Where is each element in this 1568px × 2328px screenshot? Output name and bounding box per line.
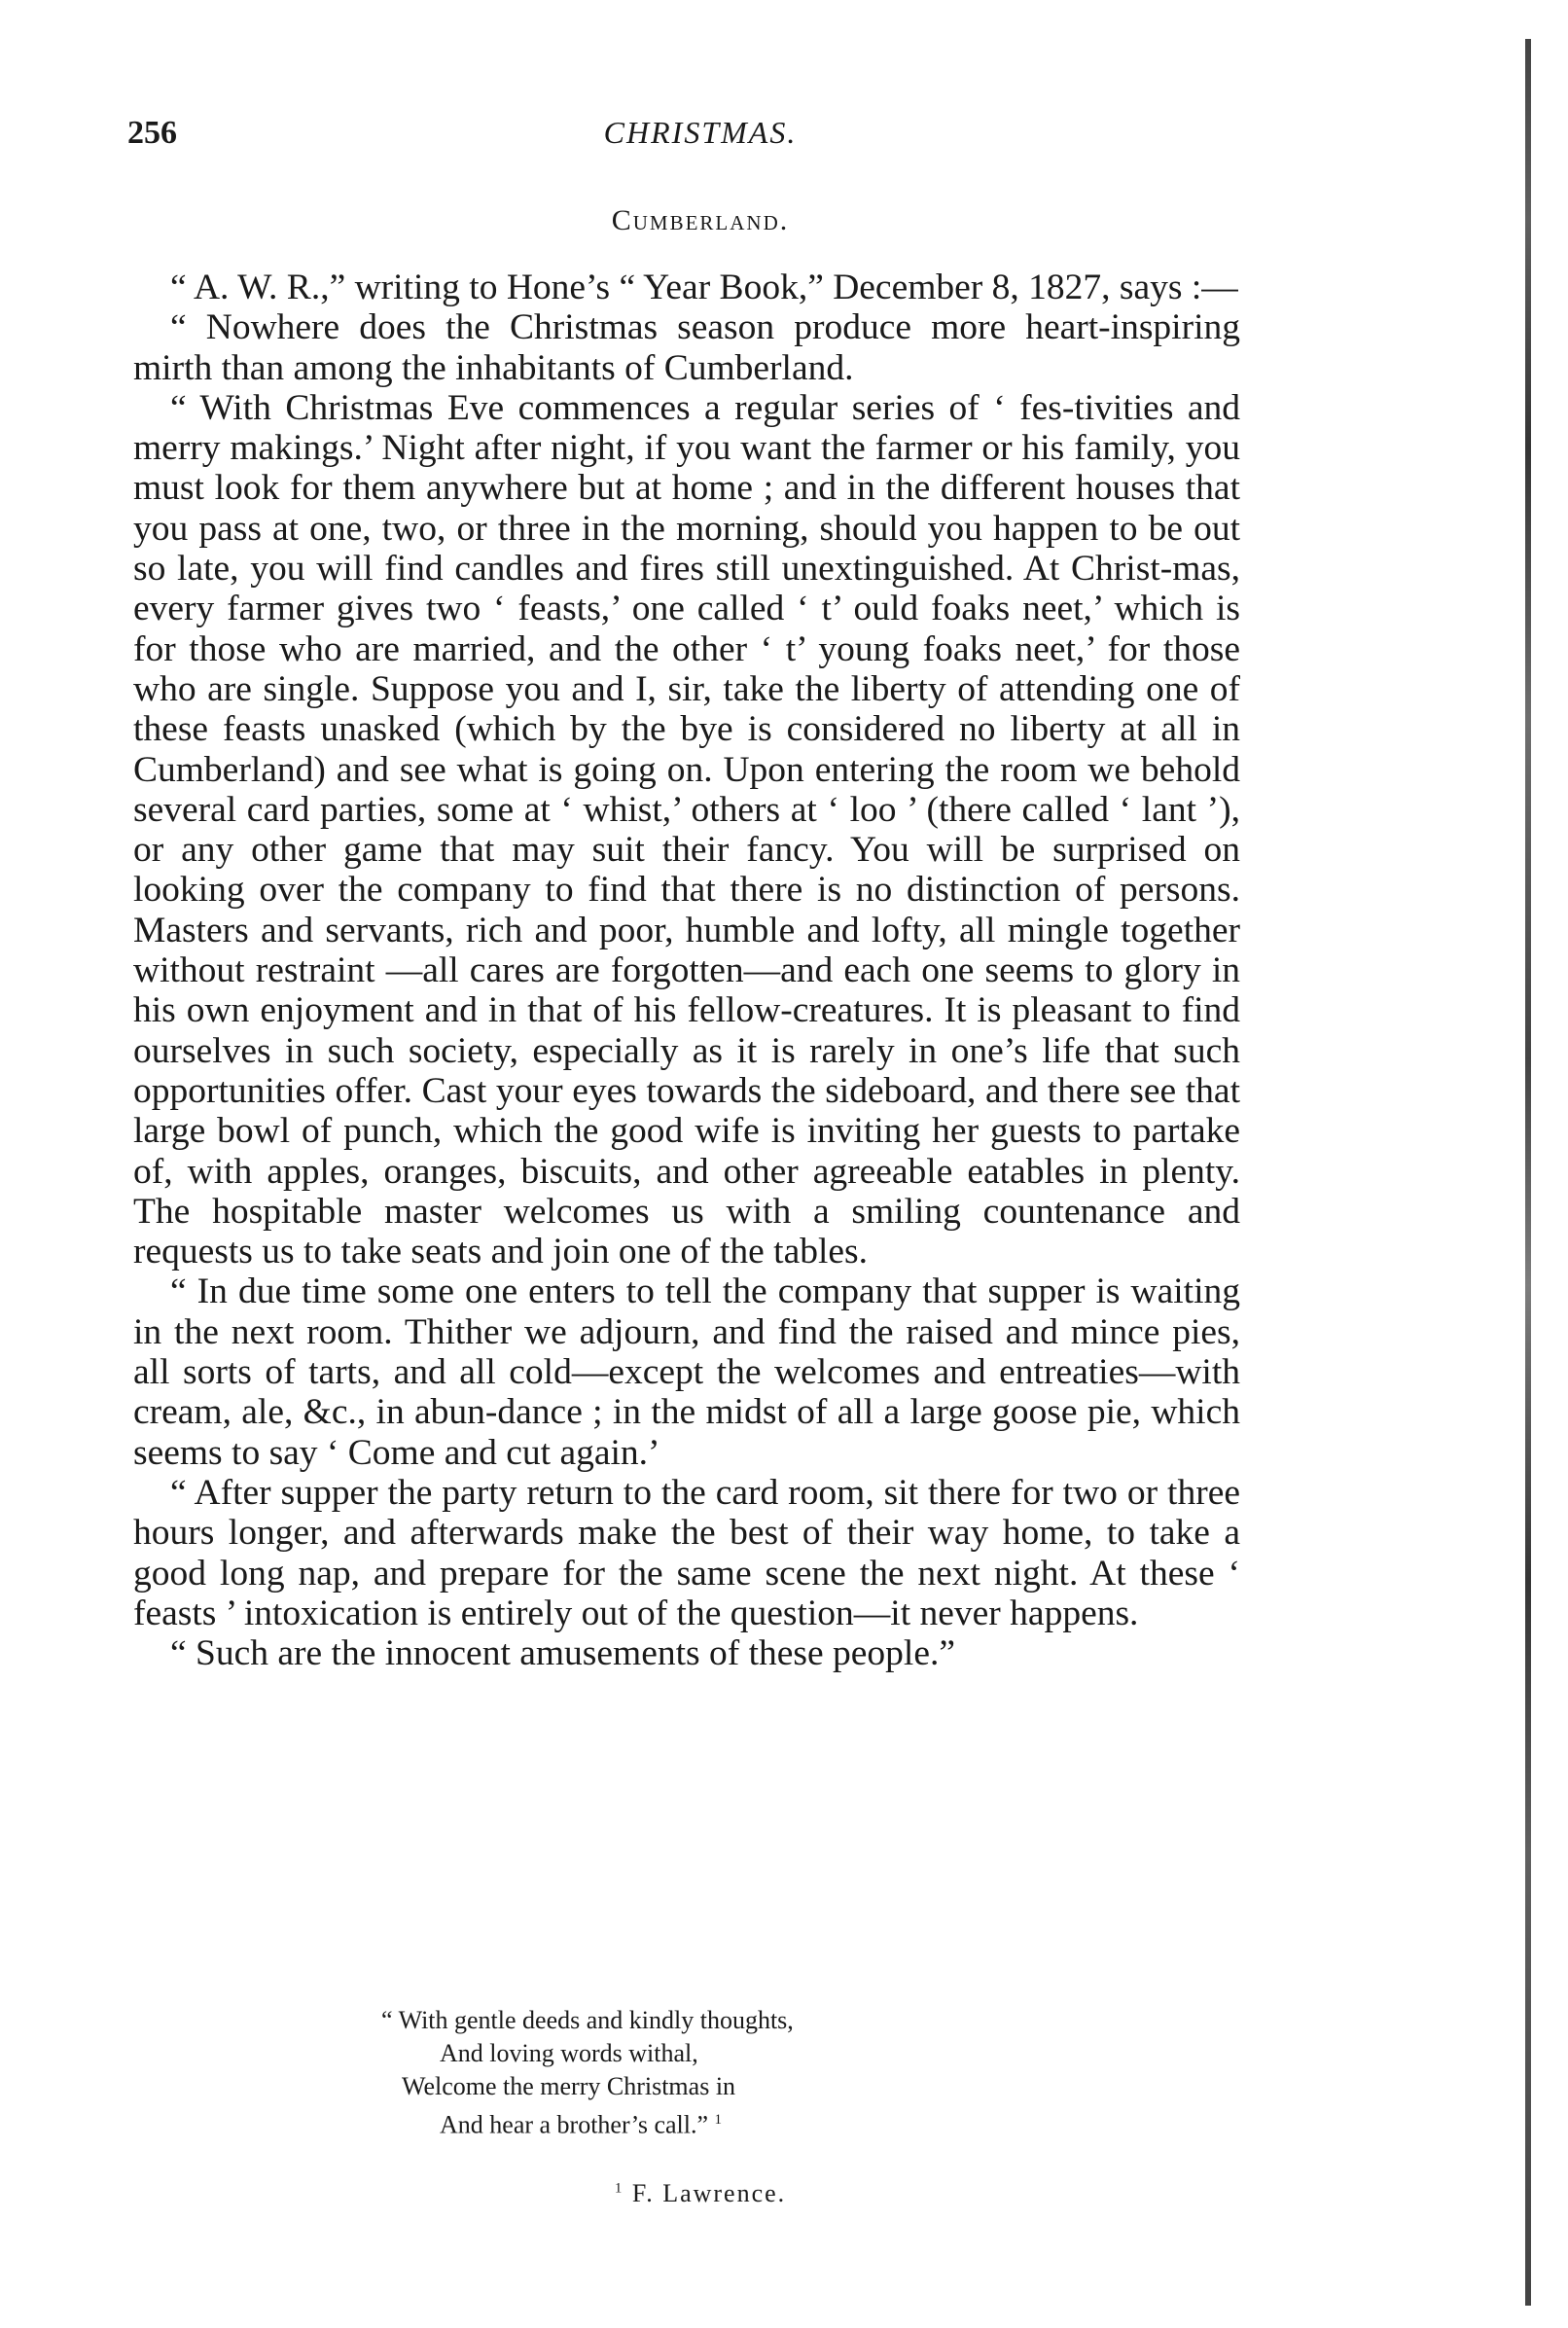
page-number: 256 bbox=[127, 115, 177, 151]
footnote-text: F. Lawrence. bbox=[631, 2179, 787, 2207]
paragraph: “ Nowhere does the Christmas season produce more heart-inspiring mirth than among the inhabitants of Cumberland. bbox=[133, 307, 1240, 388]
footnote-reference: 1 bbox=[714, 2112, 723, 2128]
poem-line-text: And hear a brother’s call.” bbox=[440, 2110, 709, 2139]
body-text bbox=[133, 268, 1240, 1673]
footnote bbox=[0, 2179, 1401, 2208]
running-title: CHRISTMAS. bbox=[603, 115, 798, 150]
paragraph: “ In due time some one enters to tell the company that supper is waiting in the next room. Thither we adjourn, and find the raised and mince pies, all sorts of tarts, and all cold—except the welcomes and entreaties—with cream, ale, &c., in abun-dance ; in the midst of all a large goose pie, which seems to say ‘ Come and cut again.’ bbox=[133, 1271, 1240, 1473]
poem-line: “ With gentle deeds and kindly thoughts, bbox=[381, 2006, 794, 2034]
paragraph: “ With Christmas Eve commences a regular series of ‘ fes-tivities and merry makings.’ Night after night, if you want the farmer or his family, you must look for them anywhere but at home ; and in the different houses that you pass at one, two, or three in the morning, should you happen to be out so late, you will find candles and fires still unextinguished. At Christ-mas, every farmer gives two ‘ feasts,’ one called ‘ t’ ould foaks neet,’ which is for those who are married, and the other ‘ t’ young foaks neet,’ for those who are single. Suppose you and I, sir, take the liberty of attending one of these feasts unasked (which by the bye is considered no liberty at all in Cumberland) and see what is going on. Upon entering the room we behold several card parties, some at ‘ whist,’ others at ‘ loo ’ (there called ‘ lant ’), or any other game that may suit their fancy. You will be surprised on looking over the company to find that there is no distinction of persons. Masters and servants, rich and poor, humble and lofty, all mingle together without restraint —all cares are forgotten—and each one seems to glory in his own enjoyment and in that of his fellow-creatures. It is pleasant to find ourselves in such society, especially as it is rarely in one’s life that such opportunities offer. Cast your eyes towards the sideboard, and there see that large bowl of punch, which the good wife is inviting her guests to partake of, with apples, oranges, biscuits, and other agreeable eatables in plenty. The hospitable master welcomes us with a smiling countenance and requests us to take seats and join one of the tables. bbox=[133, 387, 1240, 1272]
poem-line: And loving words withal, bbox=[440, 2039, 698, 2067]
footnote-marker: 1 bbox=[614, 2180, 624, 2197]
paragraph: “ Such are the innocent amusements of these people.” bbox=[170, 1633, 956, 1674]
paragraph: “ After supper the party return to the card room, sit there for two or three hours longer, and afterwards make the best of their way home, to take a good long nap, and prepare for the same scene the next night. At these ‘ feasts ’ intoxication is entirely out of the question—it never happens. bbox=[133, 1472, 1240, 1633]
section-title: Cumberland. bbox=[611, 204, 790, 236]
book-binding-edge bbox=[1525, 39, 1531, 2306]
poem-quotation bbox=[0, 2004, 1401, 2142]
poem-line-last bbox=[0, 2103, 1401, 2142]
poem-line: Welcome the merry Christmas in bbox=[402, 2072, 736, 2100]
paragraph: “ A. W. R.,” writing to Hone’s “ Year Book,” December 8, 1827, says :— bbox=[170, 268, 1238, 307]
